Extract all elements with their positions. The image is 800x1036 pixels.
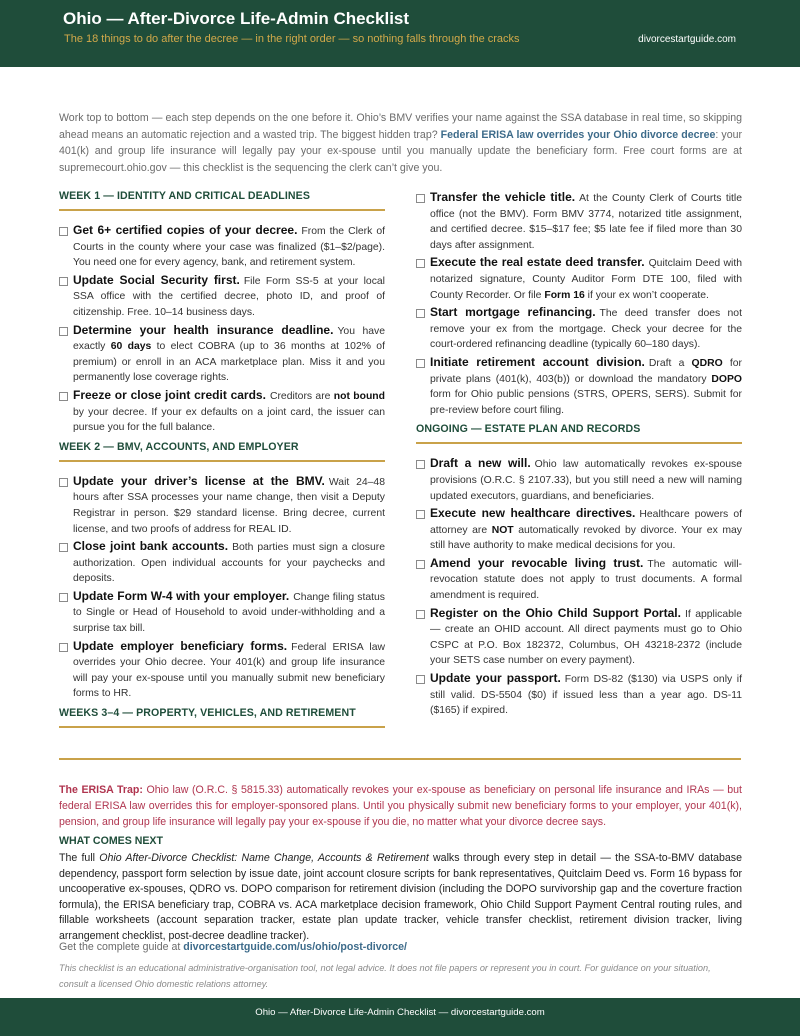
item-text: if your ex won’t cooperate. xyxy=(584,289,709,301)
page-footer xyxy=(0,998,800,1036)
page-subtitle: The 18 things to do after the decree — in the right order — so nothing falls through the cracks xyxy=(64,33,520,45)
item-bold: not bound xyxy=(333,390,385,402)
item-text: From the Clerk of Courts in the county where your case was finalized ($1–$2/page). You need one for every agency, bank, and retirement system. xyxy=(73,226,385,269)
erisa-trap-callout xyxy=(59,782,742,830)
checkbox-icon[interactable] xyxy=(59,478,68,487)
guide-link[interactable]: divorcestartguide.com/us/ohio/post-divorce/ xyxy=(183,941,407,953)
item-text: Change filing status to Single or Head of Household to avoid under-withholding and a surprise tax bill. xyxy=(73,591,386,635)
next-text: walks through every step in detail — the SSA-to-BMV database dependency, passport form selection by issue date, joint account closure scripts for bank representatives, Quitclaim Deed vs. Form 16 bypass for uncooperative ex-spouses, QDRO vs. DOPO comparison for retirement division (including the DOPO survivorship gap and the coverture fraction formula), the ERISA beneficiary trap, COBRA vs. ACA marketplace decision framework, Ohio Child Support Payment Central routing rules, and fillable worksheets (account separation tracker, estate plan update tracker, vehicle transfer checklist, retirement division tracker, living arrangement checklist, post-decree deadline tracker). xyxy=(59,852,742,942)
item-bold: Form 16 xyxy=(544,289,585,301)
item-lead: Get 6+ certified copies of your decree. xyxy=(73,223,298,237)
section-heading-week2: WEEK 2 — BMV, ACCOUNTS, AND EMPLOYER xyxy=(59,441,385,462)
right-column xyxy=(416,190,742,721)
item-lead: Close joint bank accounts. xyxy=(73,539,229,554)
checkbox-icon[interactable] xyxy=(59,643,68,652)
item-text: Form DS-82 ($130) via USPS only if still valid. DS-5504 ($0) if issued less than a year ago. DS-11 ($165) if expired. xyxy=(430,674,742,717)
item-text: to elect COBRA (up to 36 months at 102% of premium) or enroll in an ACA marketplace plan. Miss it and you permanently lose coverage rights. xyxy=(73,341,385,384)
item-lead: Update your driver’s license at the BMV. xyxy=(73,473,325,488)
item-bold: NOT xyxy=(491,524,514,536)
page-header xyxy=(0,0,800,67)
item-text: Both parties must sign a closure authorization. Open individual accounts for your paychecks and deposits. xyxy=(73,542,385,585)
section-heading-week1: WEEK 1 — IDENTITY AND CRITICAL DEADLINES xyxy=(59,190,385,211)
checklist-item xyxy=(59,323,385,386)
item-text: Quitclaim Deed with notarized signature, County Auditor Form DTE 100, filed with County Recorder. Or file xyxy=(430,258,742,301)
checklist-item xyxy=(59,223,385,271)
checklist-item xyxy=(59,474,385,537)
intro-emphasis: Federal ERISA law overrides your Ohio divorce decree xyxy=(440,128,716,141)
left-column xyxy=(59,190,385,740)
item-text: for private plans (401(k), 403(b)) or download the mandatory xyxy=(430,357,743,385)
item-text: Healthcare powers of attorney are xyxy=(430,509,742,536)
item-lead: Execute new healthcare directives. xyxy=(430,506,636,521)
header-site: divorcestartguide.com xyxy=(638,34,736,45)
item-text: Federal ERISA law overrides your Ohio decree. Your 401(k) and group life insurance will pay your ex-spouse until you manually submit new beneficiary forms to HR. xyxy=(73,641,385,700)
item-text: automatically revoked by divorce. Your ex may still have authority to make medical decisions for you. xyxy=(430,524,742,552)
item-text: Draft a xyxy=(648,357,692,369)
checklist-item xyxy=(416,355,742,418)
item-lead: Update Form W-4 with your employer. xyxy=(73,588,290,603)
checkbox-icon[interactable] xyxy=(416,560,425,569)
checkbox-icon[interactable] xyxy=(59,593,68,602)
checklist-item xyxy=(416,255,742,303)
checkbox-icon[interactable] xyxy=(59,227,68,236)
item-lead: Transfer the vehicle title. xyxy=(430,190,576,204)
checkbox-icon[interactable] xyxy=(416,259,425,268)
checkbox-icon[interactable] xyxy=(416,610,425,619)
item-text: Creditors are xyxy=(269,390,334,402)
item-text: form for Ohio public pensions (STRS, OPERS, SERS). Submit for pre-review before court filing. xyxy=(430,389,742,416)
what-comes-next-heading: WHAT COMES NEXT xyxy=(59,835,163,847)
intro-text-2: : your 401(k) and group life insurance will legally pay your ex-spouse until you manually update the beneficiary form. Free court forms are at supremecourt.ohio.gov — this checklist is the sequencing the clerk can’t give you. xyxy=(59,128,743,174)
checklist-item xyxy=(416,456,742,504)
checkbox-icon[interactable] xyxy=(416,460,425,469)
checklist-item xyxy=(59,539,385,587)
item-bold: QDRO xyxy=(691,357,723,369)
checkbox-icon[interactable] xyxy=(416,309,425,318)
trap-text: Ohio law (O.R.C. § 5815.33) automatically revokes your ex-spouse as beneficiary on personal life insurance and IRAs — but federal ERISA law overrides this for employer-sponsored plans. Until you physically submit new beneficiary forms to your employer, your 401(k), pension, and group life insurance will legally pay your ex-spouse if you die, no matter what your divorce decree says. xyxy=(59,784,742,828)
item-lead: Execute the real estate deed transfer. xyxy=(430,255,645,270)
get-label: Get the complete guide at xyxy=(59,941,184,953)
checkbox-icon[interactable] xyxy=(416,510,425,519)
item-lead: Amend your revocable living trust. xyxy=(430,555,644,570)
checklist-item xyxy=(416,671,742,719)
guide-title: Ohio After-Divorce Checklist: Name Change, Accounts & Retirement xyxy=(99,852,429,864)
section-heading-week34: WEEKS 3–4 — PROPERTY, VEHICLES, AND RETIREMENT xyxy=(59,707,385,728)
checklist-item xyxy=(416,506,742,554)
checkbox-icon[interactable] xyxy=(59,277,68,286)
trap-label: The ERISA Trap: xyxy=(59,784,143,796)
section-divider xyxy=(59,758,741,760)
item-text: The deed transfer does not remove your ex from the mortgage. Check your decree for the court-ordered refinancing deadline (typically 60–180 days). xyxy=(430,308,742,351)
item-lead: Update your passport. xyxy=(430,671,561,686)
item-lead: Initiate retirement account division. xyxy=(430,354,645,369)
checklist-item xyxy=(59,639,385,702)
disclaimer: This checklist is an educational administrative-organisation tool, not legal advice. It does not file papers or represent you in court. For guidance on your situation, consult a licensed Ohio domestic relations attorney. xyxy=(59,963,711,989)
checklist-item xyxy=(59,388,385,436)
get-guide-line xyxy=(59,941,407,953)
intro-paragraph xyxy=(59,110,742,176)
intro-text-1: Work top to bottom — each step depends on the one before it. Ohio’s BMV verifies your name against the SSA database in real time, so skipping ahead means an automatic rejection and a wasted trip. The biggest hidden trap? xyxy=(59,112,742,141)
what-comes-next-body xyxy=(59,851,742,945)
checklist-item xyxy=(416,556,742,604)
checkbox-icon[interactable] xyxy=(59,327,68,336)
item-text: File Form SS-5 at your local SSA office with the certified decree, photo ID, and proof of citizenship. Free. 10–14 business days. xyxy=(73,275,385,318)
section-heading-ongoing: ONGOING — ESTATE PLAN AND RECORDS xyxy=(416,423,742,444)
checklist-item xyxy=(59,273,385,321)
footer-text: Ohio — After-Divorce Life-Admin Checklist — divorcestartguide.com xyxy=(255,1007,545,1018)
checklist-item xyxy=(416,305,742,353)
item-lead: Freeze or close joint credit cards. xyxy=(73,387,266,402)
next-pre: The full xyxy=(59,852,100,864)
item-text: Ohio law automatically revokes ex-spouse provisions (O.R.C. § 2107.33), but you still need a new will naming updated executors, guardians, and beneficiaries. xyxy=(430,459,742,502)
item-bold: 60 days xyxy=(110,341,152,353)
checkbox-icon[interactable] xyxy=(59,543,68,552)
item-text: by your decree. If your ex defaults on a joint card, the issuer can pursue you for the full balance. xyxy=(73,406,385,434)
item-text: If applicable — create an OHID account. All direct payments must go to Ohio CSPC at P.O. Box 182372, Columbus, OH 43218-2372 (include your SETS case number on every payment). xyxy=(430,608,742,667)
item-lead: Draft a new will. xyxy=(430,456,531,471)
checkbox-icon[interactable] xyxy=(59,392,68,401)
checklist-item xyxy=(416,606,742,669)
item-lead: Determine your health insurance deadline. xyxy=(73,322,334,337)
item-text: At the County Clerk of Courts title office (not the BMV). Form BMV 3774, notarized title assignment, and certified decree. $15–$17 fee; $5 late fee if filed more than 30 days after assignment. xyxy=(430,193,742,251)
checkbox-icon[interactable] xyxy=(416,194,425,203)
item-lead: Start mortgage refinancing. xyxy=(430,305,596,320)
page-title: Ohio — After-Divorce Life-Admin Checklist xyxy=(63,9,410,28)
item-lead: Update Social Security first. xyxy=(73,272,240,287)
item-text: The automatic will-revocation statute does not apply to trust documents. A formal amendment is required. xyxy=(430,558,742,602)
item-lead: Update employer beneficiary forms. xyxy=(73,638,288,653)
item-lead: Register on the Ohio Child Support Portal. xyxy=(430,605,681,620)
item-text: You have exactly xyxy=(73,325,385,353)
item-text: Wait 24–48 hours after SSA processes your name change, then visit a Deputy Registrar in person. $29 standard license. Bring decree, current license, and two proofs of address for REAL ID. xyxy=(73,476,385,535)
checkbox-icon[interactable] xyxy=(416,675,425,684)
item-bold: DOPO xyxy=(711,373,742,385)
checklist-item xyxy=(59,589,385,637)
checkbox-icon[interactable] xyxy=(416,359,425,368)
checklist-item xyxy=(416,190,742,253)
